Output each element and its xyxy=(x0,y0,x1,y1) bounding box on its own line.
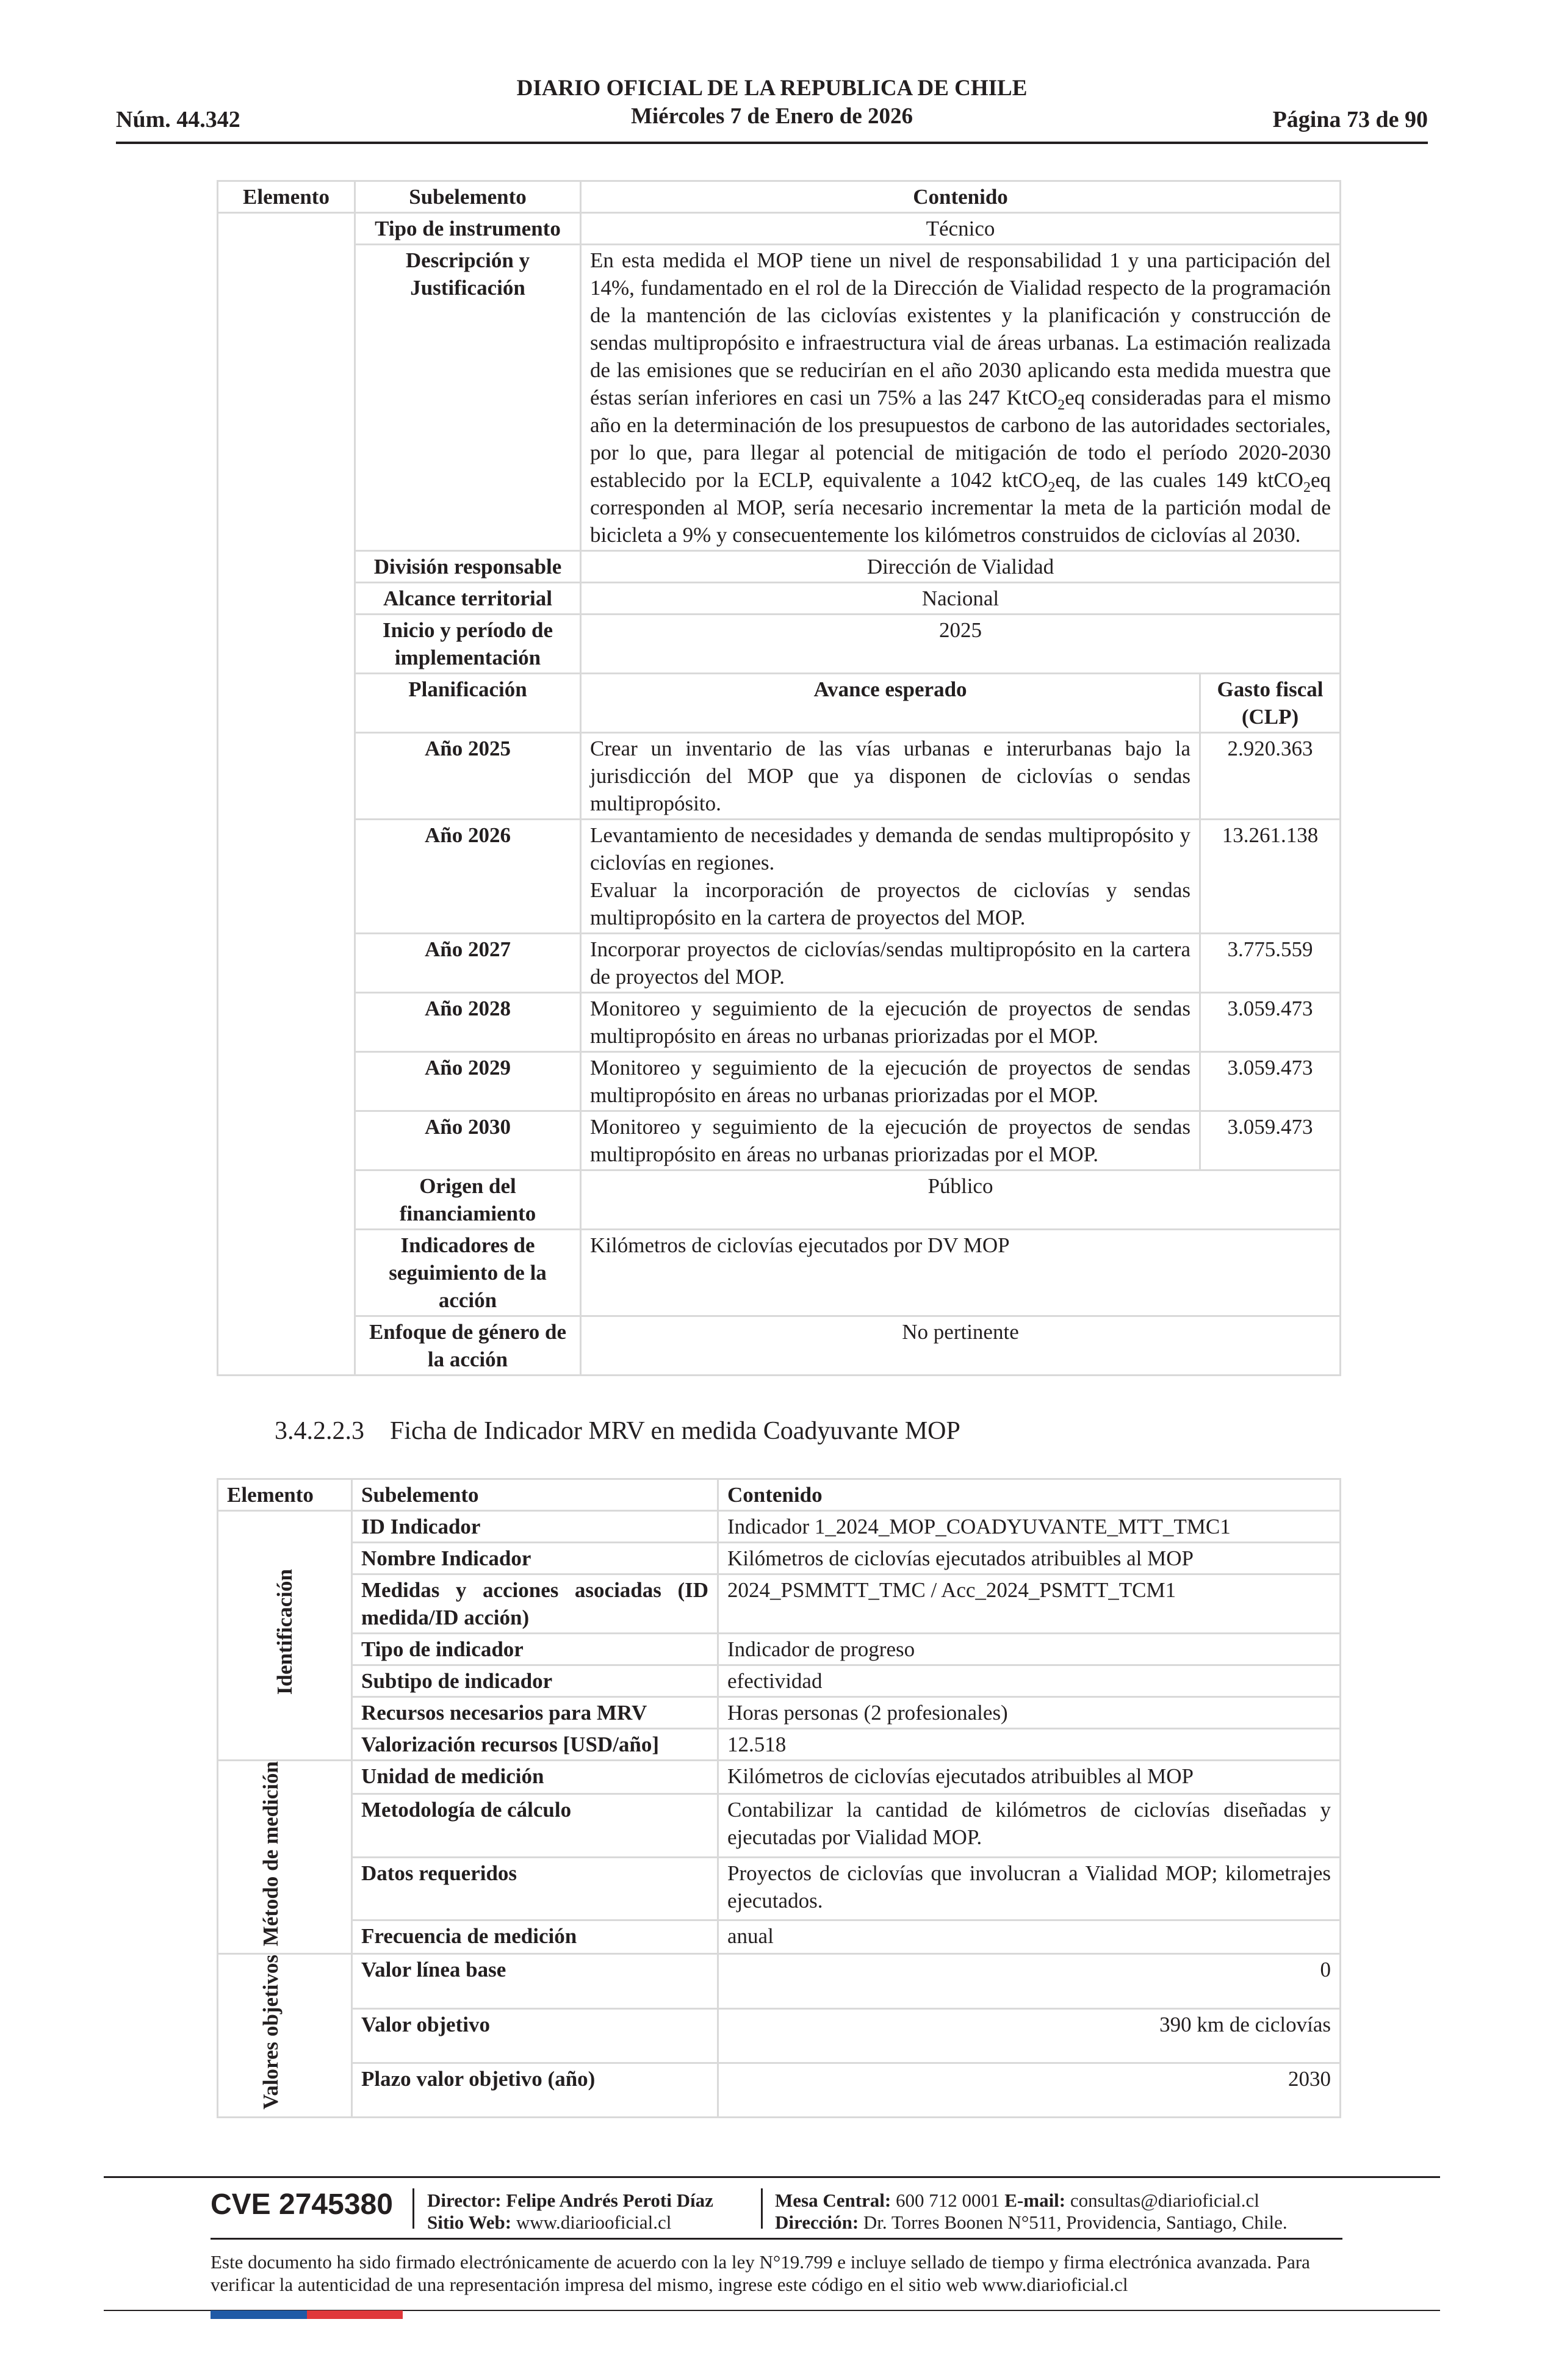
director-name: Felipe Andrés Peroti Díaz xyxy=(506,2190,713,2211)
cve-code: CVE 2745380 xyxy=(211,2188,393,2221)
plan-text: Crear un inventario de las vías urbanas e interurbanas bajo la jurisdicción del MOP que ya disponen de ciclovías o sendas multipropósito. xyxy=(581,733,1200,820)
row-value: Contabilizar la cantidad de kilómetros de ciclovías diseñadas y ejecutadas por Vialidad MOP. xyxy=(718,1794,1341,1857)
row-value: 2030 xyxy=(718,2063,1341,2117)
website-label: Sitio Web: xyxy=(427,2212,512,2233)
row-label: Tipo de indicador xyxy=(352,1634,718,1665)
flag-stripe xyxy=(211,2310,403,2319)
row-value: Kilómetros de ciclovías ejecutados atribuibles al MOP xyxy=(718,1761,1341,1794)
table-row xyxy=(218,1543,1341,1574)
plan-year: Año 2028 xyxy=(355,993,581,1052)
plan-amount: 3.059.473 xyxy=(1200,1111,1341,1170)
table-row xyxy=(218,1920,1341,1953)
plan-amount: 3.775.559 xyxy=(1200,934,1341,993)
row-label: Unidad de medición xyxy=(352,1761,718,1794)
table-row xyxy=(218,1954,1341,2008)
group-metodo xyxy=(218,1761,352,1954)
email-link[interactable]: consultas@diarioficial.cl xyxy=(1070,2190,1259,2211)
website-link[interactable]: www.diariooficial.cl xyxy=(516,2212,672,2233)
row-label: Frecuencia de medición xyxy=(352,1920,718,1953)
masthead xyxy=(116,74,1428,131)
row-label: Valor objetivo xyxy=(352,2008,718,2063)
table-row xyxy=(218,2008,1341,2063)
row-value: 12.518 xyxy=(718,1729,1341,1761)
plan-year: Año 2027 xyxy=(355,934,581,993)
row-value: No pertinente xyxy=(581,1316,1341,1376)
table-row xyxy=(218,1729,1341,1761)
table-row xyxy=(218,551,1341,583)
row-value: Proyectos de ciclovías que involucran a Vialidad MOP; kilometrajes ejecutados. xyxy=(718,1857,1341,1920)
header-subelemento: Subelemento xyxy=(352,1479,718,1511)
header-contenido: Contenido xyxy=(581,181,1341,213)
table-row xyxy=(218,245,1341,551)
plan-col-gasto: Gasto fiscal (CLP) xyxy=(1200,674,1341,733)
group-label: Método de medición xyxy=(258,1761,283,1947)
description-part: eq corresponden al MOP, sería necesario incrementar la meta de la partición modal de bicicleta a 9% y consecuentemente los kilómetros construidos de ciclovías al 2030. xyxy=(590,468,1331,547)
plan-col-avance: Avance esperado xyxy=(581,674,1200,733)
plan-text: Monitoreo y seguimiento de la ejecución de proyectos de sendas multipropósito en áreas no urbanas priorizadas por el MOP. xyxy=(581,1111,1200,1170)
row-value: 2024_PSMMTT_TMC / Acc_2024_PSMTT_TCM1 xyxy=(718,1574,1341,1634)
table-row xyxy=(218,820,1341,934)
row-label: Medidas y acciones asociadas (ID medida/ID acción) xyxy=(352,1574,718,1634)
plan-amount: 3.059.473 xyxy=(1200,993,1341,1052)
group-label: Identificación xyxy=(272,1569,297,1695)
plan-year: Año 2029 xyxy=(355,1052,581,1111)
table-row xyxy=(218,934,1341,993)
table-row xyxy=(218,1230,1341,1316)
row-label: Enfoque de género de la acción xyxy=(355,1316,581,1376)
plan-year: Año 2026 xyxy=(355,820,581,934)
header-subelemento: Subelemento xyxy=(355,181,581,213)
row-label: Descripción y Justificación xyxy=(355,245,581,551)
plan-text-line: Levantamiento de necesidades y demanda de sendas multipropósito y ciclovías en regiones. xyxy=(590,823,1190,874)
row-value: 390 km de ciclovías xyxy=(718,2008,1341,2063)
row-value: Kilómetros de ciclovías ejecutados atribuibles al MOP xyxy=(718,1543,1341,1574)
table-row xyxy=(218,733,1341,820)
description-part: eq, de las cuales 149 ktCO xyxy=(1055,468,1303,492)
row-label: Plazo valor objetivo (año) xyxy=(352,2063,718,2117)
plan-year: Año 2025 xyxy=(355,733,581,820)
row-value: Indicador 1_2024_MOP_COADYUVANTE_MTT_TMC1 xyxy=(718,1511,1341,1543)
table-row xyxy=(218,1511,1341,1543)
phone-number: 600 712 0001 xyxy=(896,2190,1000,2211)
row-value: Técnico xyxy=(581,213,1341,245)
header-elemento: Elemento xyxy=(218,1479,352,1511)
plan-text: Monitoreo y seguimiento de la ejecución de proyectos de sendas multipropósito en áreas no urbanas priorizadas por el MOP. xyxy=(581,1052,1200,1111)
table-row xyxy=(218,1634,1341,1665)
description-part: eq consideradas para el mismo año en la determinación de los presupuestos de carbono de las autoridades sectoriales, por lo que, para llegar al potencial de mitigación de todo el período 2020-2030 establecido por la ECLP, equivalente a 1042 ktCO xyxy=(590,386,1331,492)
director-label: Director: xyxy=(427,2190,502,2211)
plan-year: Año 2030 xyxy=(355,1111,581,1170)
row-label: Subtipo de indicador xyxy=(352,1665,718,1697)
row-value: Horas personas (2 profesionales) xyxy=(718,1697,1341,1729)
row-label: División responsable xyxy=(355,551,581,583)
row-value: Nacional xyxy=(581,583,1341,615)
table-row xyxy=(218,1761,1341,1794)
table-row xyxy=(218,615,1341,674)
table-row xyxy=(218,1794,1341,1857)
measure-detail-table xyxy=(217,180,1341,1376)
table-header-row xyxy=(218,181,1341,213)
footer-director-block xyxy=(427,2190,713,2234)
row-value: efectividad xyxy=(718,1665,1341,1697)
plan-amount: 3.059.473 xyxy=(1200,1052,1341,1111)
group-identificacion xyxy=(218,1511,352,1761)
row-label: Datos requeridos xyxy=(352,1857,718,1920)
issue-number: Núm. 44.342 xyxy=(116,107,240,132)
page-number: Página 73 de 90 xyxy=(1272,107,1428,132)
table-row xyxy=(218,583,1341,615)
row-value: 2025 xyxy=(581,615,1341,674)
signature-note: Este documento ha sido firmado electrónicamente de acuerdo con la ley N°19.799 e incluye sellado de tiempo y firma electrónica avanzada. Para verificar la autenticidad de una representación impresa del mismo, ingrese este código en el sitio web www.diarioficial.cl xyxy=(211,2251,1310,2295)
plan-amount: 2.920.363 xyxy=(1200,733,1341,820)
table-row xyxy=(218,1052,1341,1111)
address-value: Dr. Torres Boonen N°511, Providencia, Santiago, Chile. xyxy=(863,2212,1288,2233)
subscript: 2 xyxy=(1057,397,1065,413)
plan-text: Monitoreo y seguimiento de la ejecución de proyectos de sendas multipropósito en áreas no urbanas priorizadas por el MOP. xyxy=(581,993,1200,1052)
flag-red-stripe xyxy=(307,2310,403,2319)
plan-text xyxy=(581,820,1200,934)
description-part: En esta medida el MOP tiene un nivel de responsabilidad 1 y una participación del 14%, fundamentado en el rol de la Dirección de Vialidad respecto de la programación de la mantención de las ciclovías existentes y la planificación y construcción de sendas multipropósito e infraestructura vial de áreas urbanas. La estimación realizada de las emisiones que se reducirían en el año 2030 aplicando esta medida muestra que éstas serían inferiores en casi un 75% a las 247 KtCO xyxy=(590,248,1331,409)
row-label: Metodología de cálculo xyxy=(352,1794,718,1857)
row-label: Inicio y período de implementación xyxy=(355,615,581,674)
address-label: Dirección: xyxy=(775,2212,859,2233)
footer-divider-middle xyxy=(211,2238,1342,2240)
row-value: Dirección de Vialidad xyxy=(581,551,1341,583)
row-value: Público xyxy=(581,1170,1341,1230)
row-label: Valor línea base xyxy=(352,1954,718,2008)
contact-line xyxy=(775,2190,1288,2212)
newspaper-title: DIARIO OFICIAL DE LA REPUBLICA DE CHILE xyxy=(516,76,1028,101)
row-value: Kilómetros de ciclovías ejecutados por DV MOP xyxy=(581,1230,1341,1316)
row-label: Valorización recursos [USD/año] xyxy=(352,1729,718,1761)
table-row xyxy=(218,1857,1341,1920)
header-elemento: Elemento xyxy=(218,181,355,213)
planning-header-row xyxy=(218,674,1341,733)
table-row xyxy=(218,1316,1341,1376)
description-text xyxy=(581,245,1341,551)
footer-separator xyxy=(412,2188,414,2229)
table-row xyxy=(218,1574,1341,1634)
table-row xyxy=(218,1697,1341,1729)
group-label: Valores objetivos xyxy=(258,1955,283,2110)
table-row xyxy=(218,213,1341,245)
row-label: Recursos necesarios para MRV xyxy=(352,1697,718,1729)
elemento-empty-cell xyxy=(218,213,355,1376)
row-value: 0 xyxy=(718,1954,1341,2008)
row-value: Indicador de progreso xyxy=(718,1634,1341,1665)
row-value: anual xyxy=(718,1920,1341,1953)
page-header xyxy=(116,74,1428,144)
header-contenido: Contenido xyxy=(718,1479,1341,1511)
address-line xyxy=(775,2212,1288,2234)
email-label: E-mail: xyxy=(1004,2190,1066,2211)
table-row xyxy=(218,2063,1341,2117)
footer-contact-block xyxy=(775,2190,1288,2234)
row-label: Indicadores de seguimiento de la acción xyxy=(355,1230,581,1316)
table-row xyxy=(218,1665,1341,1697)
website-line xyxy=(427,2212,713,2234)
group-valores xyxy=(218,1954,352,2118)
table-row xyxy=(218,1170,1341,1230)
flag-blue-stripe xyxy=(211,2310,307,2319)
plan-text-line: Evaluar la incorporación de proyectos de ciclovías y sendas multipropósito en la cartera de proyectos del MOP. xyxy=(590,878,1190,929)
issue-date: Miércoles 7 de Enero de 2026 xyxy=(630,104,913,129)
row-label: Planificación xyxy=(355,674,581,733)
phone-label: Mesa Central: xyxy=(775,2190,891,2211)
mrv-indicator-table xyxy=(217,1478,1341,2118)
table-row xyxy=(218,993,1341,1052)
table-header-row xyxy=(218,1479,1341,1511)
subscript: 2 xyxy=(1048,480,1056,496)
plan-amount: 13.261.138 xyxy=(1200,820,1341,934)
footer-divider-top xyxy=(104,2176,1440,2178)
row-label: Origen del financiamiento xyxy=(355,1170,581,1230)
director-line xyxy=(427,2190,713,2212)
plan-text: Incorporar proyectos de ciclovías/sendas multipropósito en la cartera de proyectos del MOP. xyxy=(581,934,1200,993)
table-row xyxy=(218,1111,1341,1170)
row-label: Nombre Indicador xyxy=(352,1543,718,1574)
row-label: ID Indicador xyxy=(352,1511,718,1543)
subscript: 2 xyxy=(1303,480,1311,496)
row-label: Tipo de instrumento xyxy=(355,213,581,245)
footer-separator xyxy=(761,2188,763,2229)
section-title: 3.4.2.2.3 Ficha de Indicador MRV en medida Coadyuvante MOP xyxy=(275,1417,960,1445)
row-label: Alcance territorial xyxy=(355,583,581,615)
